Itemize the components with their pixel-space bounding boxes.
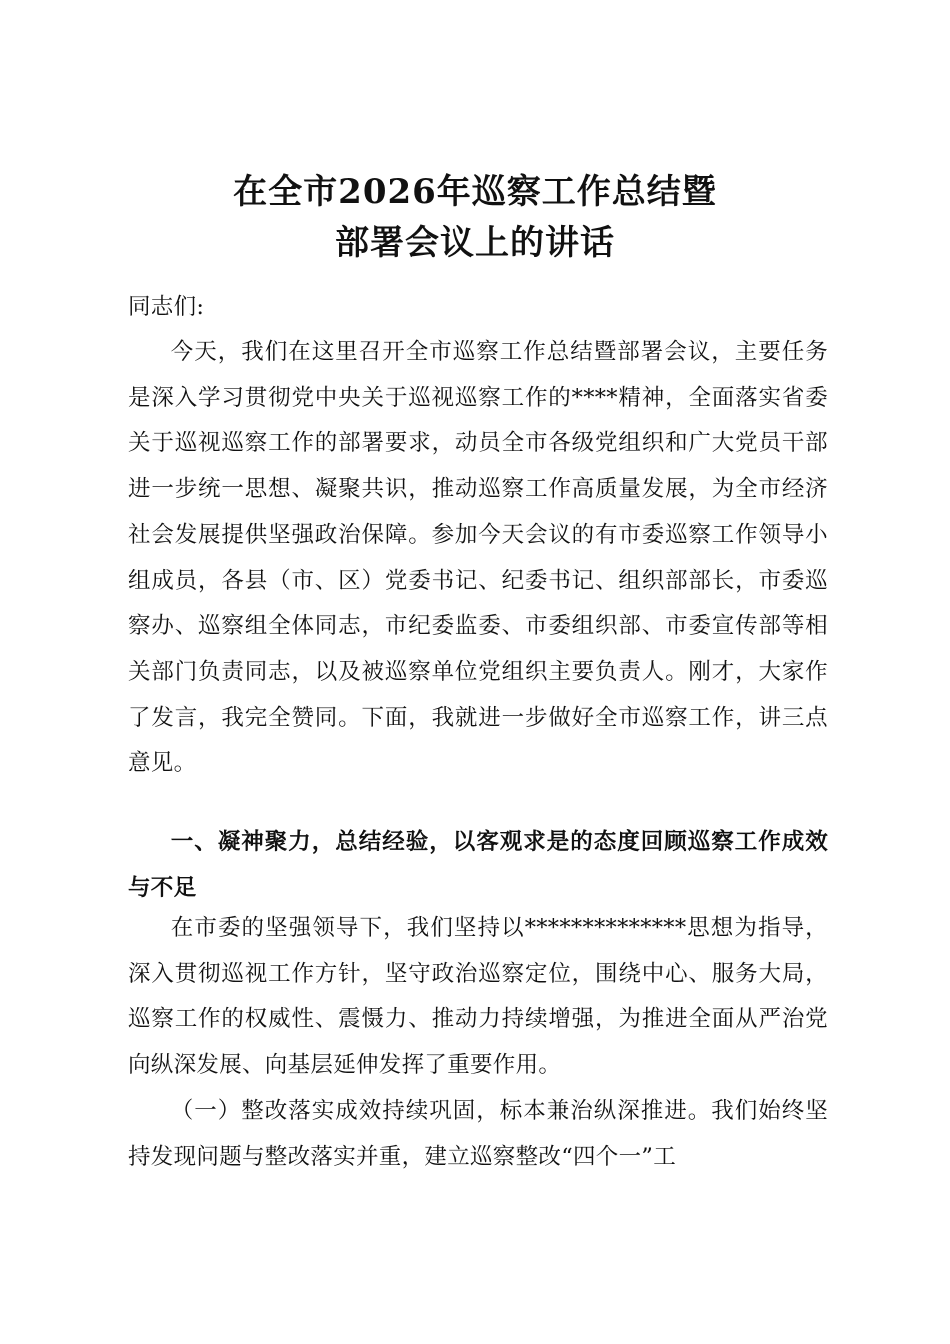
section-heading-1: 一、凝神聚力，总结经验，以客观求是的态度回顾巡察工作成效与不足	[128, 829, 828, 901]
paragraph-section-1-intro: 在市委的坚强领导下，我们坚持以**************思想为指导，深入贯彻巡视工作方针，坚守政治巡察定位，围绕中心、服务大局，巡察工作的权威性、震慑力、推动力持续增强，为推进全面从严治党向纵深发展、向基层延伸发挥了重要作用。	[128, 915, 828, 1079]
greeting: 同志们:	[128, 294, 205, 320]
paragraph-subsection-1: （一）整改落实成效持续巩固，标本兼治纵深推进。我们始终坚持发现问题与整改落实并重，建立巡察整改“四个一”工	[128, 1098, 828, 1170]
document-title-line1: 在全市2026年巡察工作总结暨	[233, 172, 717, 212]
paragraph-intro: 今天，我们在这里召开全市巡察工作总结暨部署会议，主要任务是深入学习贯彻党中央关于巡视巡察工作的****精神，全面落实省委关于巡视巡察工作的部署要求，动员全市各级党组织和广大党员干部进一步统一思想、凝聚共识，推动巡察工作高质量发展，为全市经济社会发展提供坚强政治保障。参加今天会议的有市委巡察工作领导小组成员，各县（市、区）党委书记、纪委书记、组织部部长，市委巡察办、巡察组全体同志，市纪委监委、市委组织部、市委宣传部等相关部门负责同志，以及被巡察单位党组织主要负责人。刚才，大家作了发言，我完全赞同。下面，我就进一步做好全市巡察工作，讲三点意见。	[128, 339, 828, 777]
document-title-line2: 部署会议上的讲话	[335, 223, 615, 263]
